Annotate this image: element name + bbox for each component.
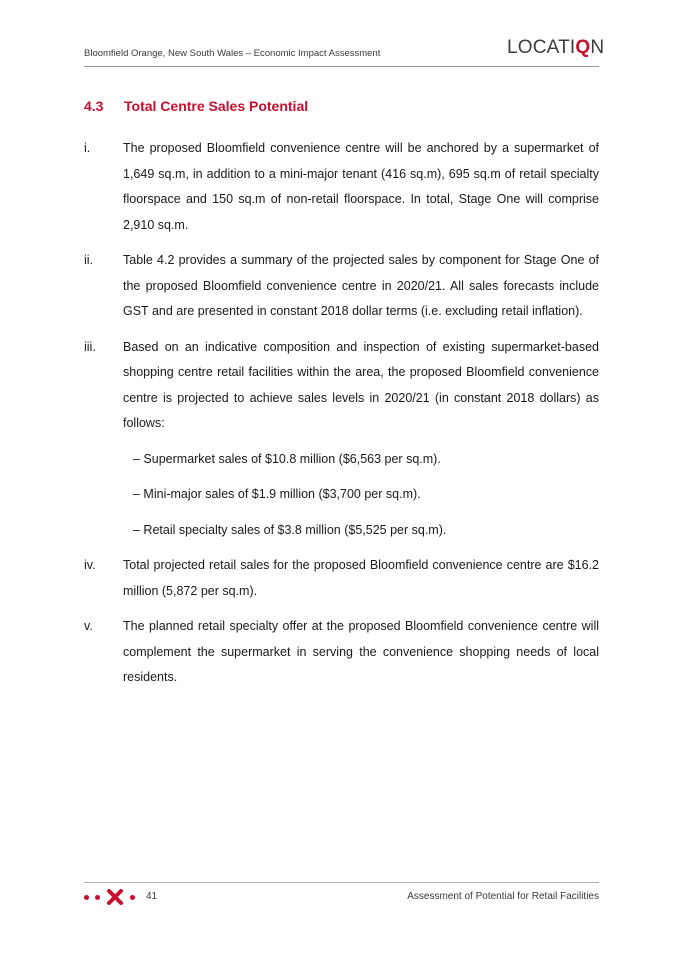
list-item-text: The planned retail specialty offer at the proposed Bloomfield convenience centre will complement the supermarket in serving the convenience shopping needs of local residents. — [123, 619, 599, 684]
list-item-text: Based on an indicative composition and inspection of existing supermarket-based shopping centre retail facilities within the area, the proposed Bloomfield convenience centre is projected to achieve sales levels in 2020/21 (in constant 2018 dollars) as follows: — [123, 339, 599, 430]
list-item — [84, 136, 599, 238]
list-item-text: Table 4.2 provides a summary of the projected sales by component for Stage One of the proposed Bloomfield convenience centre in 2020/21. All sales forecasts include GST and are presented in constant 2018 dollar terms (i.e. excluding retail inflation). — [123, 253, 599, 318]
footer-divider — [84, 882, 599, 883]
list-item — [84, 614, 599, 691]
list-item — [84, 335, 599, 544]
page-number: 41 — [146, 891, 158, 902]
dot-icon — [84, 895, 89, 900]
dot-icon — [95, 895, 100, 900]
header-divider — [84, 66, 599, 67]
footer-brand-marks — [84, 888, 135, 906]
sub-item: – Mini-major sales of $1.9 million ($3,700 per sq.m). — [133, 487, 421, 501]
list-item-text: Total projected retail sales for the proposed Bloomfield convenience centre are $16.2 million (5,872 per sq.m). — [123, 558, 599, 598]
section-number: 4.3 — [84, 98, 104, 114]
location-iq-logo: LOCATIQN — [507, 37, 605, 58]
list-marker: ii. — [84, 253, 94, 267]
section-heading — [84, 98, 308, 114]
list-item-body — [123, 335, 599, 544]
list-marker: iv. — [84, 558, 96, 572]
document-title: Bloomfield Orange, New South Wales – Economic Impact Assessment — [84, 48, 381, 59]
list-marker: i. — [84, 141, 91, 155]
list-marker: v. — [84, 619, 93, 633]
section-title: Total Centre Sales Potential — [124, 98, 309, 114]
list-item — [84, 248, 599, 325]
sub-item: – Supermarket sales of $10.8 million ($6,563 per sq.m). — [133, 451, 441, 466]
footer-section-title: Assessment of Potential for Retail Facilities — [407, 891, 599, 902]
list-item — [84, 553, 599, 604]
x-mark-icon — [106, 888, 124, 906]
list-marker: iii. — [84, 339, 96, 354]
sub-item: – Retail specialty sales of $3.8 million ($5,525 per sq.m). — [133, 522, 447, 537]
dot-icon — [130, 895, 135, 900]
list-item-text: The proposed Bloomfield convenience centre will be anchored by a supermarket of 1,649 sq.m, in addition to a mini-major tenant (416 sq.m), 695 sq.m of retail specialty floorspace and 150 sq.m of non-retail floorspace. In total, Stage One will comprise 2,910 sq.m. — [123, 141, 599, 232]
numbered-list — [84, 136, 599, 701]
